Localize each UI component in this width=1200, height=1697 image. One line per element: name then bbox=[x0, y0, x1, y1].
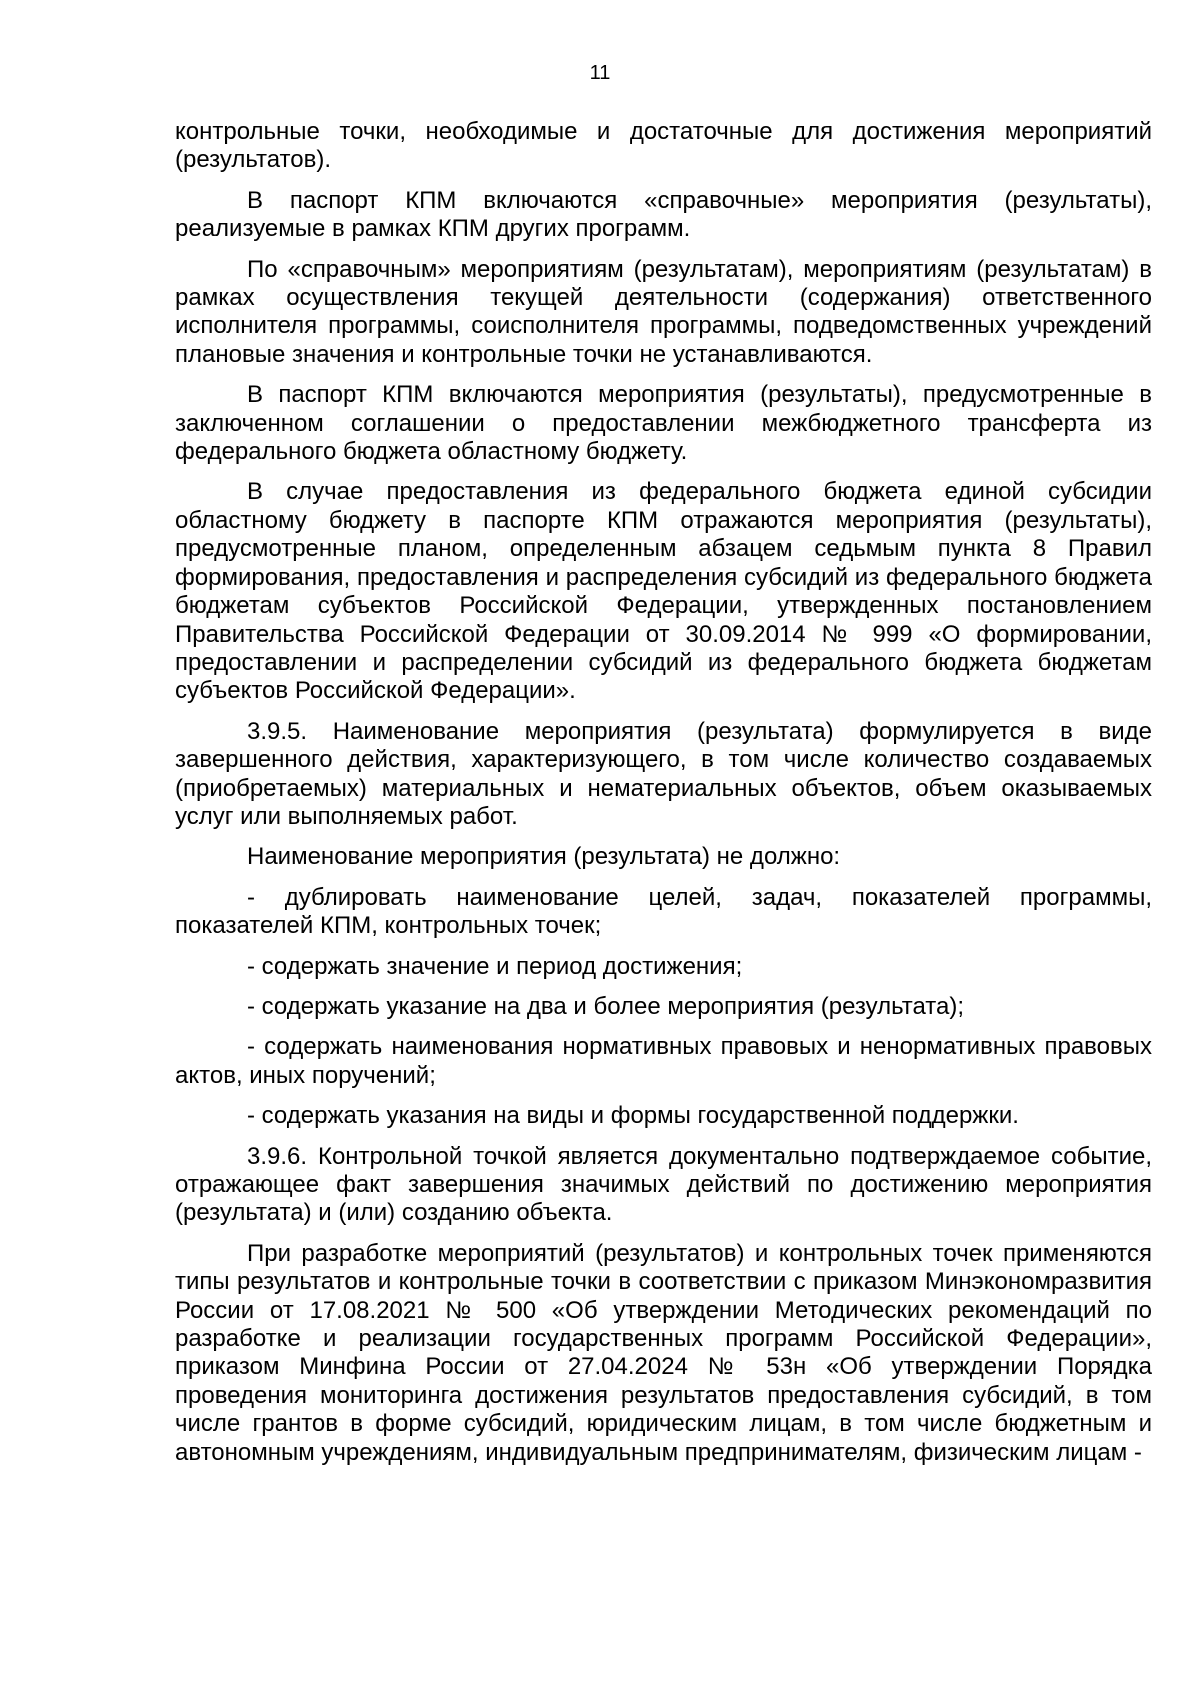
paragraph-name-restrictions: Наименование мероприятия (результата) не должно: bbox=[247, 843, 841, 871]
paragraph-interbudget-transfer: В паспорт КПМ включаются мероприятия (результаты), предусмотренные в заключенном соглашении о предоставлении межбюджетного трансферта из федерального бюджета областному бюджету. bbox=[175, 381, 1152, 466]
list-item-two-or-more: - содержать указание на два и более мероприятия (результата); bbox=[247, 992, 965, 1020]
paragraph-3-9-5: 3.9.5. Наименование мероприятия (результата) формулируется в виде завершенного действия, характеризующего, в том числе количество создаваемых (приобретаемых) материальных и нематериальных объектов, объем оказываемых услуг или выполняемых работ. bbox=[175, 717, 1152, 830]
list-item-duplicate: - дублировать наименование целей, задач, показателей программы, показателей КПМ, контрольных точек; bbox=[175, 883, 1152, 940]
list-item-legal-acts: - содержать наименования нормативных правовых и ненормативных правовых актов, иных поручений; bbox=[175, 1033, 1152, 1089]
list-item-support-forms: - содержать указания на виды и формы государственной поддержки. bbox=[247, 1102, 1019, 1130]
paragraph-continuation: контрольные точки, необходимые и достаточные для достижения мероприятий (результатов). bbox=[175, 118, 1152, 174]
paragraph-planned-values: По «справочным» мероприятиям (результатам), мероприятиям (результатам) в рамках осуществления текущей деятельности (содержания) ответственного исполнителя программы, соисполнителя программы, подведомственных учреждений плановые значения и контрольные точки не устанавливаются. bbox=[175, 255, 1152, 368]
paragraph-single-subsidy: В случае предоставления из федерального бюджета единой субсидии областному бюджету в паспорте КПМ отражаются мероприятия (результаты), предусмотренные планом, определенным абзацем седьмым пункта 8 Правил формирования, предоставления и распределения субсидий из федерального бюджета бюджетам субъектов Российской Федерации, утвержденных постановлением Правительства Российской Федерации от 30.09.2014 № 999 «О формировании, предоставлении и распределении субсидий из федерального бюджета бюджетам субъектов Российской Федерации». bbox=[175, 478, 1152, 705]
paragraph-reference-activities: В паспорт КПМ включаются «справочные» мероприятия (результаты), реализуемые в рамках КПМ других программ. bbox=[175, 186, 1152, 243]
page-number: 11 bbox=[589, 62, 611, 84]
paragraph-3-9-6: 3.9.6. Контрольной точкой является документально подтверждаемое событие, отражающее факт завершения значимых действий по достижению мероприятия (результата) и (или) созданию объекта. bbox=[175, 1142, 1152, 1227]
document-body bbox=[175, 118, 1152, 1479]
paragraph-result-types: При разработке мероприятий (результатов) и контрольных точек применяются типы результатов и контрольные точки в соответствии с приказом Минэкономразвития России от 17.08.2021 № 500 «Об утверждении Методических рекомендаций по разработке и реализации государственных программ Российской Федерации», приказом Минфина России от 27.04.2024 № 53н «Об утверждении Порядка проведения мониторинга достижения результатов предоставления субсидий, в том числе грантов в форме субсидий, юридическим лицам, в том числе бюджетным и автономным учреждениям, индивидуальным предпринимателям, физическим лицам - bbox=[175, 1239, 1152, 1466]
list-item-value-period: - содержать значение и период достижения; bbox=[247, 952, 743, 980]
